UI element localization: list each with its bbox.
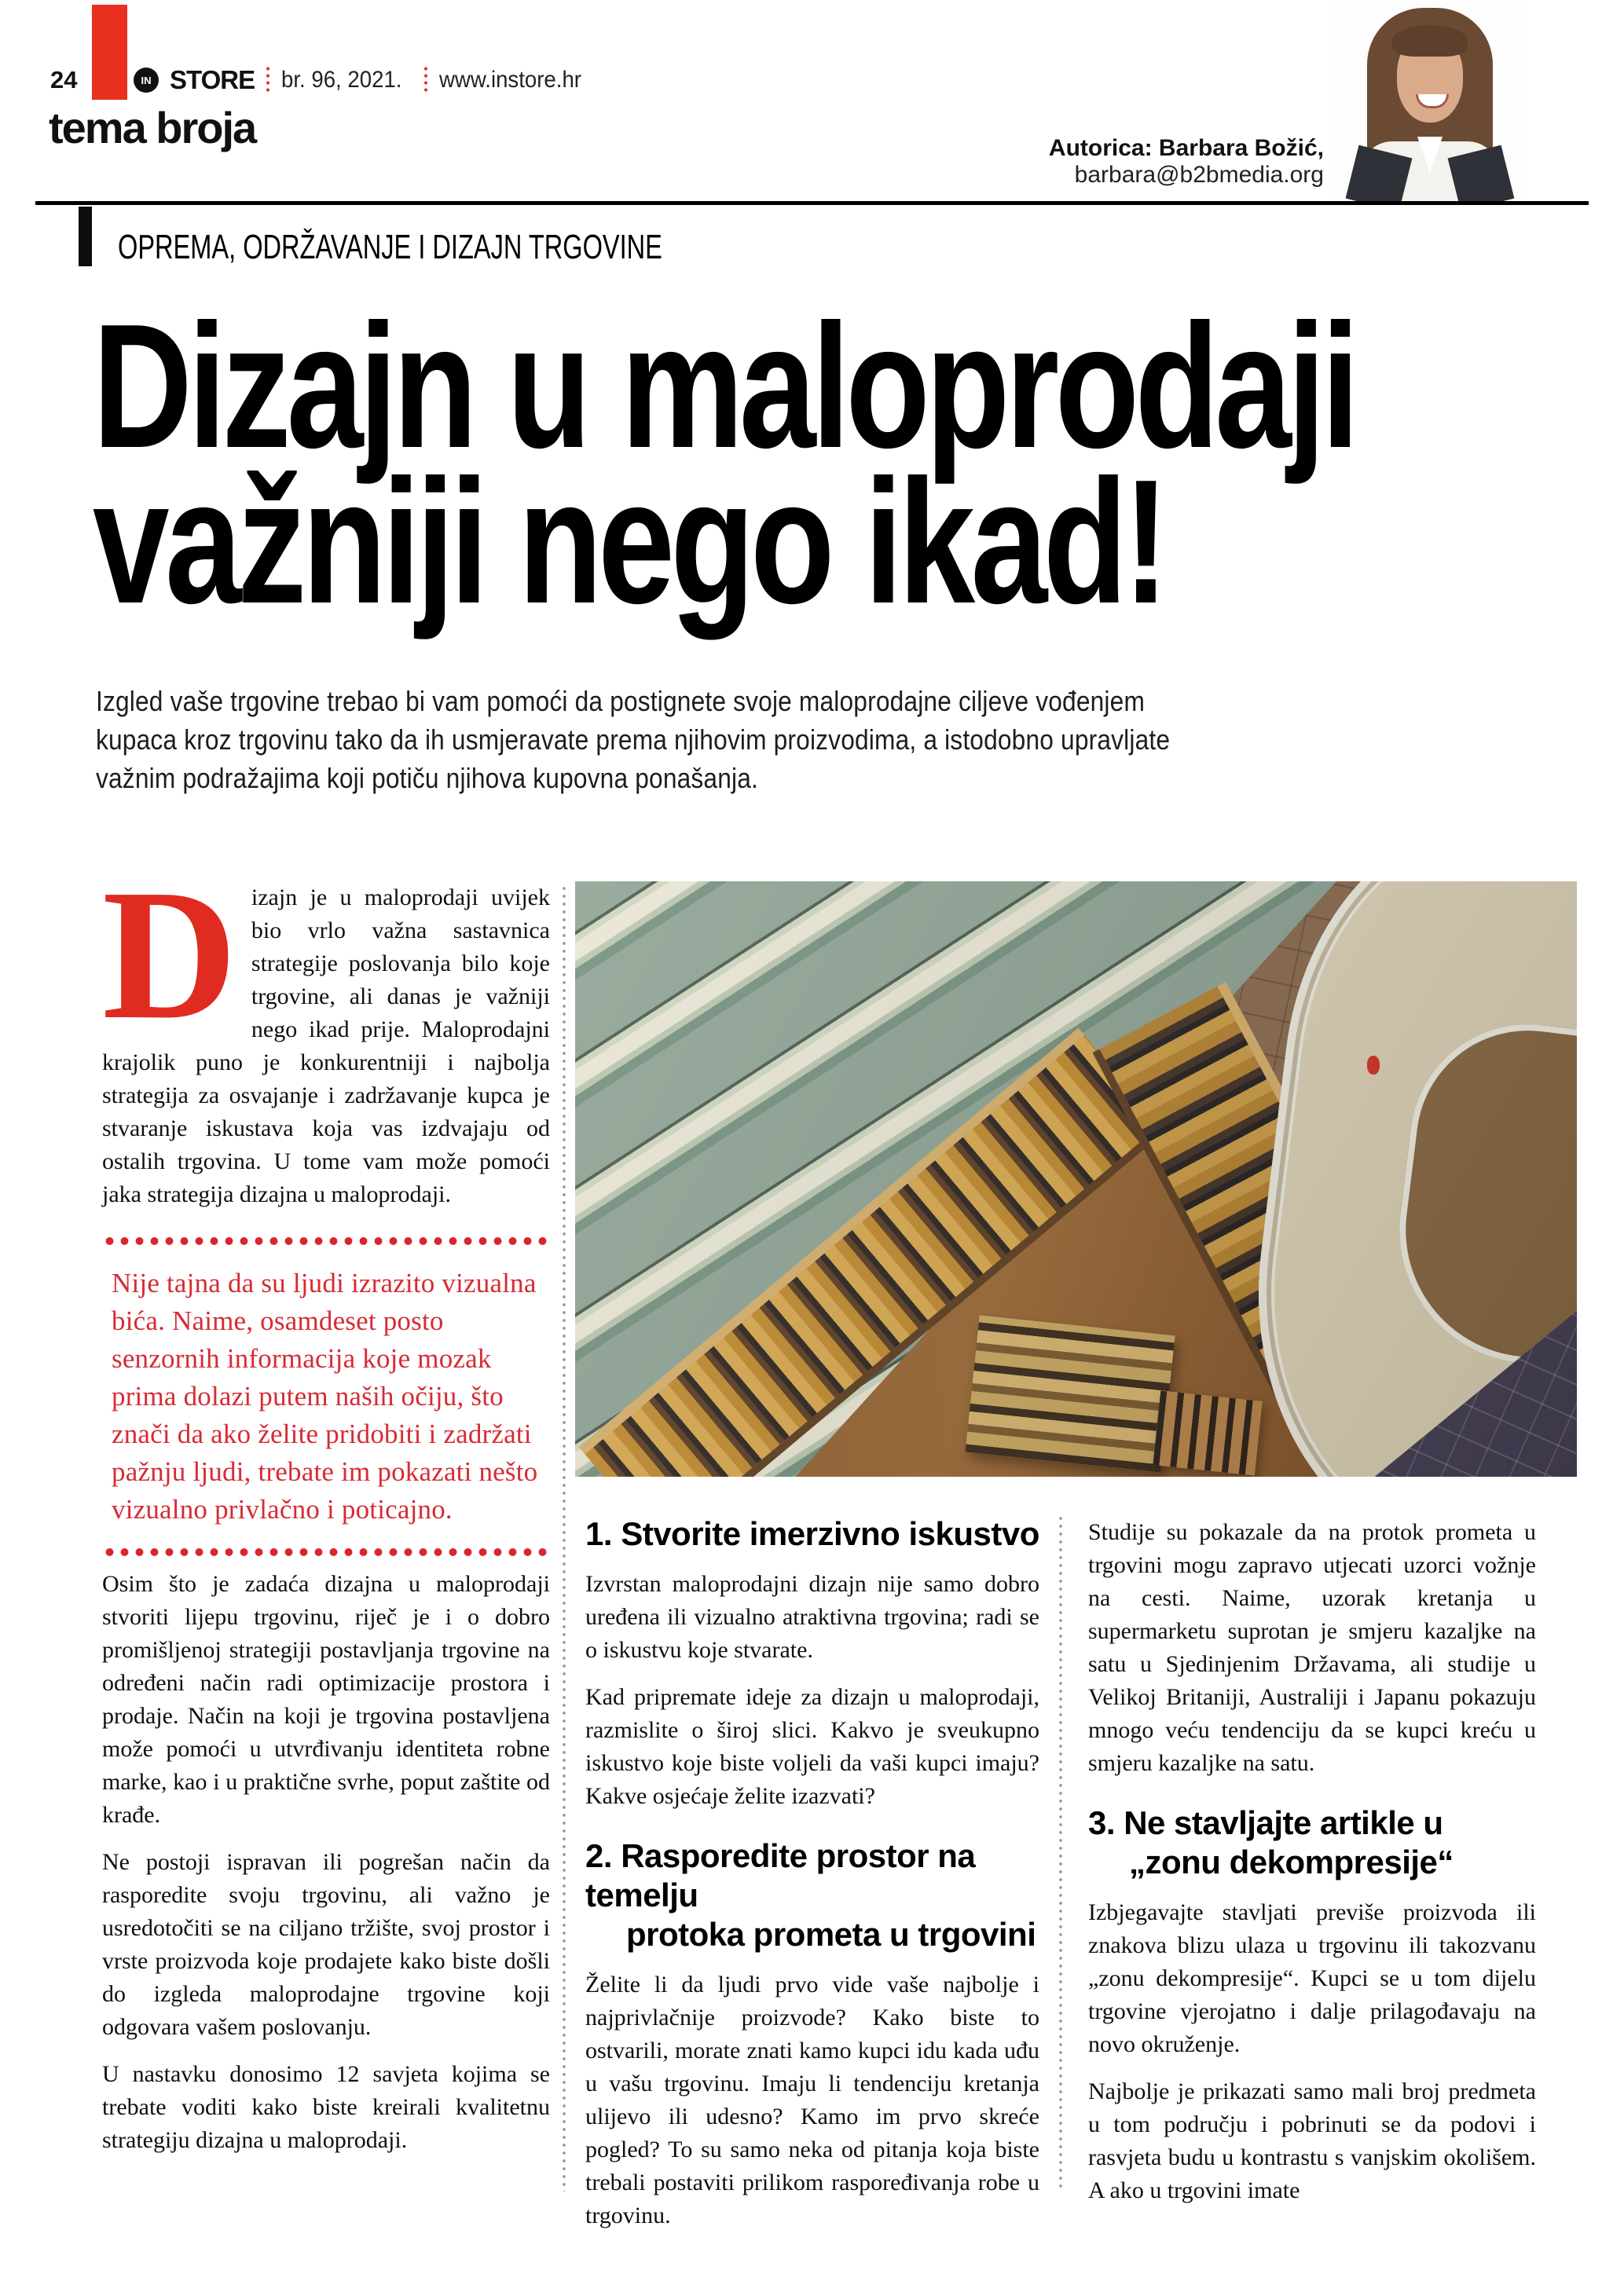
- author-name: Autorica: Barbara Božić,: [1048, 135, 1324, 161]
- body-paragraph: Osim što je zadaća dizajna u maloprodaji stvoriti lijepu trgovinu, riječ je i o dobro promišljenoj strategiji postavljanja trgovine na određeni način radi optimizacije prostora i prodaje. Način na koji je trgovina postavljena može pomoći u utvrđivanju identiteta robne marke, kao i u praktične svrhe, poput zaštite od krađe.: [102, 1571, 550, 1828]
- body-paragraph: Ne postoji ispravan ili pogrešan način da rasporedite svoju trgovinu, ali važno je usredotočiti se na ciljano tržište, svoj prostor i vrste proizvoda koje prodajete kako biste došli do izgleda maloprodajne trgovine koji odgovara vašem poslovanju.: [102, 1849, 550, 2040]
- quote-dotted-rule-bottom: [102, 1547, 550, 1557]
- quote-dotted-rule-top: [102, 1236, 550, 1246]
- body-paragraph: Izvrstan maloprodajni dizajn nije samo dobro uređena ili vizualno atraktivna trgovina; radi se o iskustvu koje stvarate.: [585, 1571, 1039, 1663]
- intro-text: izajn je u maloprodaji uvijek bio vrlo važna sastavnica strategije poslovanja bilo koje trgovine, ali danas je važniji nego ikad prije. Maloprodajni krajolik puno je konkurentniji i najbolja strategija za osvajanje i zadržavanje kupca je stvaranje iskustava koja vas izdvajaju od ostalih trgovina. U tome vam može pomoći jaka strategija dizajna u maloprodaji.: [102, 884, 550, 1207]
- masthead: [134, 64, 594, 96]
- page-number: 24: [50, 66, 78, 93]
- middle-column: [585, 1514, 1039, 2247]
- author-block: [1049, 135, 1324, 189]
- right-column: [1088, 1516, 1536, 2221]
- heading-1: 1. Stvorite imerzivno iskustvo: [585, 1515, 1039, 1552]
- kicker-bar: [79, 207, 92, 266]
- red-dotted-separator-icon: [423, 65, 428, 95]
- column-divider-dotted: [1059, 1514, 1062, 2192]
- kicker: OPREMA, ODRŽAVANJE I DIZAJN TRGOVINE: [118, 228, 662, 266]
- magazine-website: www.instore.hr: [438, 67, 581, 93]
- intro-paragraph: [102, 851, 550, 1211]
- author-email: barbara@b2bmedia.org: [1074, 162, 1324, 188]
- issue-number: br. 96, 2021.: [281, 67, 402, 93]
- heading-3: [1088, 1803, 1536, 1882]
- title-line-1: Dizajn u maloprodaji: [93, 287, 1355, 485]
- body-paragraph: Izbjegavajte stavljati previše proizvoda ili znakova blizu ulaza u trgovinu ili takozvanu „zonu dekompresije“. Kupci se u tom dijelu trgovine vjerojatno i dalje prilagođavaju na novo okruženje.: [1088, 1899, 1536, 2057]
- pull-quote: Nije tajna da su ljudi izrazito vizualna bića. Naime, osamdeset posto senzornih informacija koje mozak prima dolazi putem naših očiju, što znači da ako želite pridobiti i zadržati pažnju ljudi, trebate im pokazati nešto vizualno privlačno i poticajno.: [112, 1268, 538, 1525]
- title-line-2: važniji nego ikad!: [93, 442, 1165, 640]
- body-paragraph: Kad pripremate ideje za dizajn u maloprodaji, razmislite o široj slici. Kakvo je sveukupno iskustvo koje biste voljeli da vaši kupci imaju? Kakve osjećaje želite izazvati?: [585, 1684, 1039, 1809]
- heading-3-line-2: „zonu dekompresije“: [1129, 1844, 1454, 1880]
- article-title: [93, 287, 1624, 640]
- heading-2: [585, 1836, 1039, 1954]
- author-photo: [1329, 2, 1527, 201]
- body-paragraph: Želite li da ljudi prvo vide vaše najbolje i najprivlačnije proizvode? Kako biste to ostvarili, morate znati kamo kupci idu kada uđu u vašu trgovinu. Imaju li tendenciju kretanja ulijevo ili udesno? Kamo im prvo skreće pogled? To su samo neka od pitanja koja biste trebali postaviti prilikom raspoređivanja robe u trgovinu.: [585, 1972, 1039, 2228]
- column-divider-dotted: [563, 884, 566, 2192]
- photo-light-overlay: [575, 881, 1577, 1477]
- drop-cap: D: [102, 851, 237, 1058]
- body-paragraph: U nastavku donosimo 12 savjeta kojima se trebate voditi kako biste kreirali kvalitetnu strategiju dizajna u maloprodaji.: [102, 2061, 550, 2153]
- store-interior-photo: [575, 881, 1577, 1477]
- heading-3-line-1: 3. Ne stavljajte artikle u: [1088, 1804, 1443, 1841]
- brand-red-bar: [92, 5, 127, 100]
- section-title: tema broja: [49, 103, 256, 152]
- heading-2-line-2: protoka prometa u trgovini: [626, 1916, 1036, 1953]
- instore-logo-icon: IN: [134, 68, 159, 93]
- red-dotted-separator-icon: [266, 65, 270, 95]
- header-rule: [35, 201, 1589, 205]
- body-paragraph: Studije su pokazale da na protok prometa u trgovini mogu zapravo utjecati uzorci vožnje na cesti. Naime, uzorak kretanja u supermarketu suprotan je smjeru kazaljke na satu u Sjedinjenim Državama, ali studije u Velikoj Britaniji, Australiji i Japanu pokazuju mnogo veću tendenciju da se kupci kreću u smjeru kazaljke na satu.: [1088, 1519, 1536, 1776]
- heading-2-line-1: 2. Rasporedite prostor na temelju: [585, 1837, 976, 1913]
- article-lead: Izgled vaše trgovine trebao bi vam pomoći da postignete svoje maloprodajne ciljeve vođenjem kupaca kroz trgovinu tako da ih usmjeravate prema njihovim proizvodima, a istodobno upravljate važnim podražajima koji potiču njihova kupovna ponašanja.: [96, 685, 1171, 794]
- portrait-fringe: [1392, 25, 1468, 57]
- magazine-name: STORE: [170, 65, 255, 94]
- left-column: [102, 851, 550, 2171]
- body-paragraph: Najbolje je prikazati samo mali broj predmeta u tom području i pobrinuti se da podovi i rasvjeta budu u kontrastu s vanjskim okolišem. A ako u trgovini imate: [1088, 2078, 1536, 2203]
